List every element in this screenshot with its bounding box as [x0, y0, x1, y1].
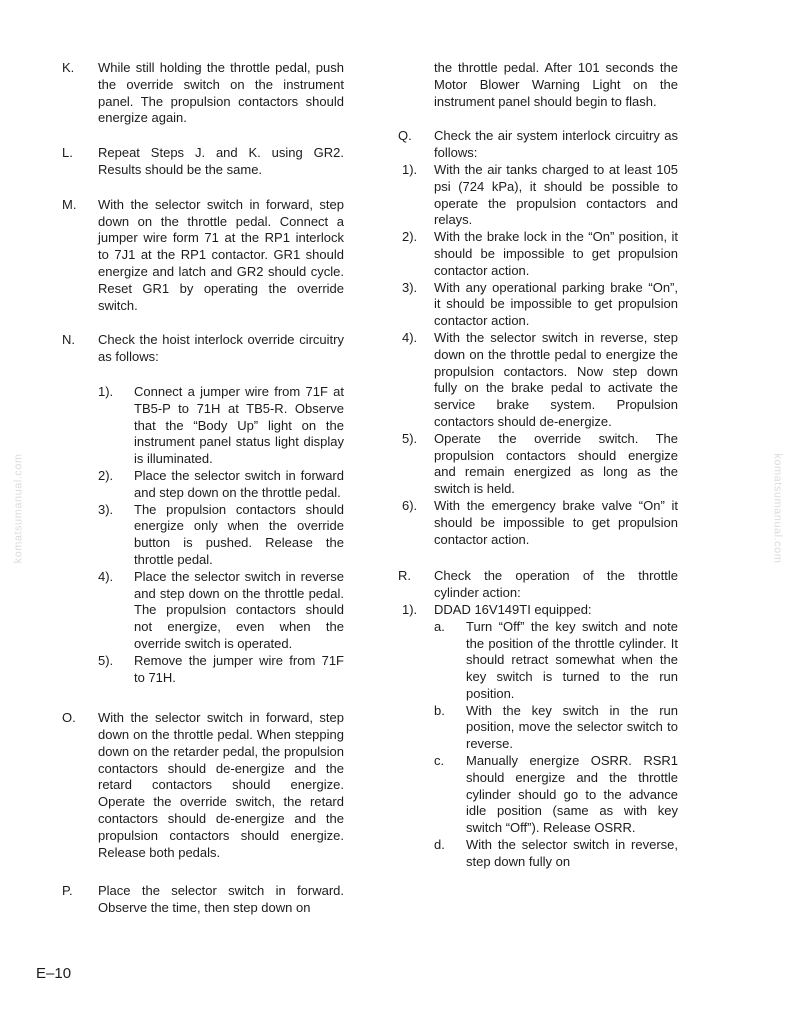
substep — [98, 468, 344, 502]
step-q-substeps — [402, 162, 678, 548]
step-letter: R. — [398, 568, 411, 584]
substep — [98, 502, 344, 569]
substep-text: With the emergency brake valve “On” it should be impossible to get propulsion contactor action. — [434, 497, 678, 547]
item-letter: a. — [434, 618, 445, 634]
left-column — [62, 60, 344, 917]
substep — [98, 569, 344, 653]
substep — [402, 431, 678, 498]
step-text: Repeat Steps J. and K. using GR2. Results should be the same. — [98, 145, 344, 177]
step-p-continued — [398, 60, 678, 110]
substep-text: Connect a jumper wire from 71F at TB5-P to 71H at TB5-R. Observe that the “Body Up” light on the instrument panel status light display is illuminated. — [134, 383, 344, 467]
step-p — [62, 883, 344, 917]
substep — [402, 162, 678, 229]
substep-number: 1). — [402, 161, 418, 177]
substep-text: Place the selector switch in forward and step down on the throttle pedal. — [134, 467, 344, 500]
substep — [402, 602, 678, 619]
item-text: Turn “Off” the key switch and note the position of the throttle cylinder. It should retract somewhat when the key switch is turned to the run position. — [466, 618, 678, 701]
step-letter: O. — [62, 710, 76, 726]
step-r-substeps — [402, 602, 678, 871]
step-text: Place the selector switch in forward. Observe the time, then step down on — [98, 883, 344, 916]
substep-number: 1). — [402, 601, 418, 617]
watermark-left: komatsumanual.com — [12, 453, 25, 564]
substep-text: With the brake lock in the “On” position, it should be impossible to get propulsion contactor action. — [434, 229, 678, 278]
substep — [98, 384, 344, 468]
substep-number: 2). — [402, 229, 418, 245]
right-column — [398, 60, 678, 871]
substep-number: 5). — [98, 652, 114, 668]
item-letter: b. — [434, 702, 445, 718]
substep — [402, 330, 678, 431]
step-letter: N. — [62, 332, 75, 348]
step-n — [62, 332, 344, 366]
substep-item — [434, 703, 678, 753]
substep-text: DDAD 16V149TI equipped: — [434, 601, 592, 617]
substep-number: 3). — [98, 501, 114, 517]
substep-text: With any operational parking brake “On”, it should be impossible to get propulsion contactor action. — [434, 279, 678, 329]
step-k — [62, 60, 344, 127]
step-letter: M. — [62, 196, 77, 212]
step-text: Check the operation of the throttle cylinder action: — [434, 568, 678, 601]
step-letter: P. — [62, 883, 73, 899]
substep-items — [434, 619, 678, 871]
step-text: Check the air system interlock circuitry as follows: — [434, 128, 678, 161]
step-text: Check the hoist interlock override circuitry as follows: — [98, 332, 344, 365]
substep-item — [434, 619, 678, 703]
step-letter: Q. — [398, 128, 412, 144]
substep-item — [434, 837, 678, 871]
substep-number: 2). — [98, 467, 114, 483]
substep-text: Operate the override switch. The propulsion contactors should energize and remain energized as long as the switch is held. — [434, 430, 678, 497]
substep — [402, 280, 678, 330]
substep-number: 4). — [98, 568, 114, 584]
substep — [402, 229, 678, 279]
step-text: With the selector switch in forward, step down on the throttle pedal. When stepping down on the retarder pedal, the propulsion contactors should de-energize and the retard contactors should energize. Operate the override switch, the retard contactors should de-energize and the propulsion contactors should energize. Release both pedals. — [98, 710, 344, 860]
substep-text: Place the selector switch in reverse and step down on the throttle pedal. The propulsion contactors should not energize, even when the override switch is operated. — [134, 568, 344, 651]
watermark-right: komatsumanual.com — [771, 453, 784, 564]
substep-text: With the air tanks charged to at least 105 psi (724 kPa), it should be possible to operate the propulsion contactors and relays. — [434, 161, 678, 228]
substep-item — [434, 753, 678, 837]
step-letter: L. — [62, 145, 73, 161]
step-o — [62, 710, 344, 861]
item-letter: d. — [434, 837, 445, 853]
substep-number: 1). — [98, 383, 114, 399]
item-text: Manually energize OSRR. RSR1 should energize and the throttle cylinder should go to the advance idle position (same as with key switch “Off”). Release OSRR. — [466, 753, 678, 836]
substep-number: 4). — [402, 329, 418, 345]
substep-text: With the selector switch in reverse, step down on the throttle pedal to energize the propulsion contactors. Now step down fully on the brake pedal to activate the service brake system. Propulsion contactors should de-energize. — [434, 329, 678, 429]
step-text: the throttle pedal. After 101 seconds the Motor Blower Warning Light on the instrument panel should begin to flash. — [434, 60, 678, 109]
page-number: E–10 — [36, 965, 72, 982]
step-m — [62, 197, 344, 315]
substep — [98, 653, 344, 687]
step-r — [398, 568, 678, 602]
step-letter: K. — [62, 60, 75, 75]
step-n-substeps — [98, 384, 344, 686]
substep-text: Remove the jumper wire from 71F to 71H. — [134, 652, 344, 685]
item-text: With the selector switch in reverse, step down fully on — [466, 837, 678, 869]
substep-number: 3). — [402, 279, 418, 295]
step-l — [62, 145, 344, 179]
step-text: With the selector switch in forward, step down on the throttle pedal. Connect a jumper wire form 71 at the RP1 interlock to 7J1 at the RP1 contactor. GR1 should energize and latch and GR2 should cycle. Reset GR1 by operating the override switch. — [98, 196, 344, 313]
step-q — [398, 128, 678, 162]
item-text: With the key switch in the run position, move the selector switch to reverse. — [466, 702, 678, 752]
substep-number: 5). — [402, 430, 418, 446]
substep-text: The propulsion contactors should energize only when the override button is pushed. Release the throttle pedal. — [134, 501, 344, 567]
step-text: While still holding the throttle pedal, push the override switch on the instrument panel. The propulsion contactors should energize again. — [98, 60, 344, 126]
substep-number: 6). — [402, 497, 418, 513]
item-letter: c. — [434, 753, 445, 769]
substep — [402, 498, 678, 548]
